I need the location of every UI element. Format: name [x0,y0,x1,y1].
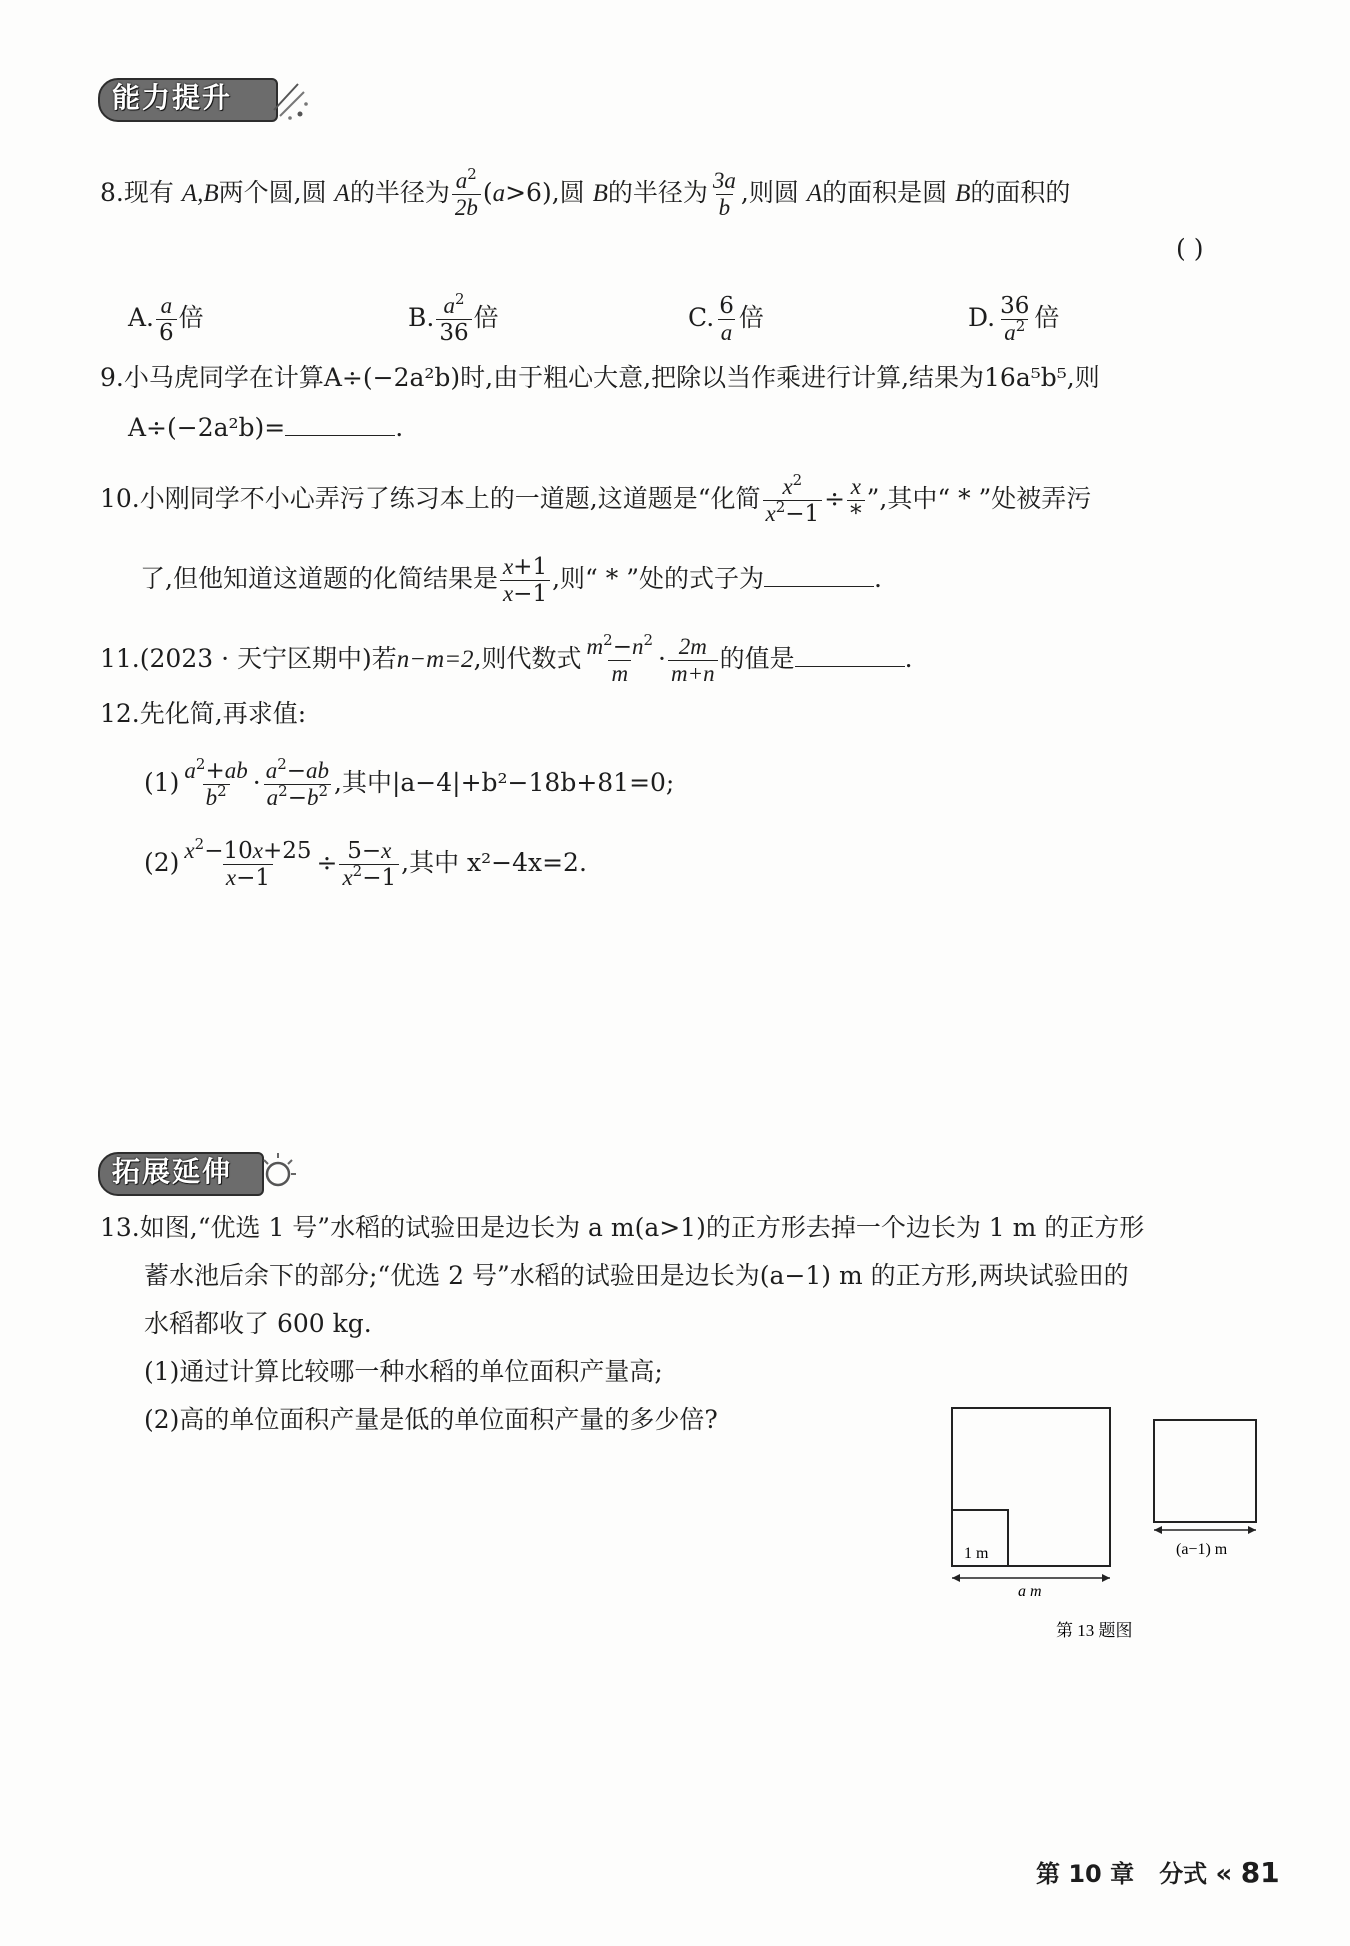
question-12-title: 12.先化简,再求值: [100,699,307,728]
section-header-ability [98,76,308,122]
section-title: 拓展延伸 [112,1155,233,1188]
answer-parentheses: ( ) [1176,234,1204,263]
sparkle-icon [270,76,310,122]
label-1m: 1 m [964,1545,989,1562]
question-number: 12. [100,699,140,728]
question-number: 11. [100,644,140,673]
section-header-extension [98,1150,308,1196]
option-d: D. $\frac{36}{a^2}$ 倍 [968,293,1060,345]
source-tag: (2023 · 天宁区期中) [139,644,372,673]
question-number: 8. [100,178,124,207]
label-am: a m [1018,1583,1042,1600]
answer-blank [285,413,395,436]
question-13-line2: 蓄水池后余下的部分;“优选 2 号”水稻的试验田是边长为(a−1) m 的正方形,两块试验田的 [144,1261,1129,1290]
chapter-title: 分式 [1159,1860,1208,1888]
large-square [952,1408,1110,1566]
section-title: 能力提升 [112,81,233,114]
question-12-part2: (2) $\frac{x^2-10x+25}{x-1}$ ÷ $\frac{5-x}{x^2-1}$ ,其中 x²−4x=2. [144,835,587,891]
question-13-line3: 水稻都收了 600 kg. [144,1309,372,1338]
option-c: C. $\frac{6}{a}$ 倍 [688,293,764,345]
question-12-part1: (1) $\frac{a^2+ab}{b^2}$ · $\frac{a^2-ab}{a^2-b^2}$ ,其中|a−4|+b²−18b+81=0; [144,755,675,811]
question-number: 13. [100,1213,140,1242]
fraction-radius-b: $\frac{3a}{b}$ [712,168,736,220]
answer-blank [795,644,905,667]
fraction-radius-a: $\frac{a^2}{2b}$ [452,168,481,221]
chapter-label: 第 10 章 [1036,1860,1135,1888]
question-10-line2: 了,但他知道这道题的化简结果是 $\frac{x+1}{x-1}$ ,则“ * ”处的式子为 . [140,554,882,607]
question-8-line1: 8.现有 A,B两个圆,圆 A的半径为 $\frac{a^2}{2b}$ (a>6),圆 B的半径为 $\frac{3a}{b}$ ,则圆 A的面积是圆 B的面积的 [100,165,1071,220]
option-b: B. $\frac{a^2}{36}$ 倍 [408,290,499,346]
page-number: 81 [1240,1856,1280,1889]
question-number: 10. [100,484,140,513]
question-13-part1: (1)通过计算比较哪一种水稻的单位面积产量高; [144,1357,663,1386]
question-number: 9. [100,363,124,392]
question-13-line1: 13.如图,“优选 1 号”水稻的试验田是边长为 a m(a>1)的正方形去掉一个边长为 1 m 的正方形 [100,1213,1145,1242]
option-a: A. $\frac{a}{6}$ 倍 [128,293,204,346]
question-9-line2: A÷(−2a²b)= . [128,413,404,442]
figure-caption: 第 13 题图 [1056,1621,1133,1640]
question-13-part2: (2)高的单位面积产量是低的单位面积产量的多少倍? [144,1405,718,1434]
question-13-figure [940,1400,1270,1650]
question-11: 11.(2023 · 天宁区期中)若n−m=2,则代数式 $\frac{m^2-n^2}{m}$ · $\frac{2m}{m+n}$ 的值是 . [100,631,913,686]
question-9-line1: 9.小马虎同学在计算A÷(−2a²b)时,由于粗心大意,把除以当作乘进行计算,结果为16a⁵b⁵,则 [100,363,1100,392]
answer-blank [764,564,874,587]
second-square [1154,1420,1256,1522]
label-a1m: (a−1) m [1176,1541,1228,1558]
page-footer [1036,1857,1280,1890]
double-chevron-icon: « [1215,1859,1233,1889]
question-10-line1: 10.小刚同学不小心弄污了练习本上的一道题,这道题是“化简 $\frac{x^2}{x^2-1}$ ÷ $\frac{x}{*}$ ”,其中“ * ”处被弄污 [100,471,1092,527]
lightbulb-icon [254,1150,298,1196]
